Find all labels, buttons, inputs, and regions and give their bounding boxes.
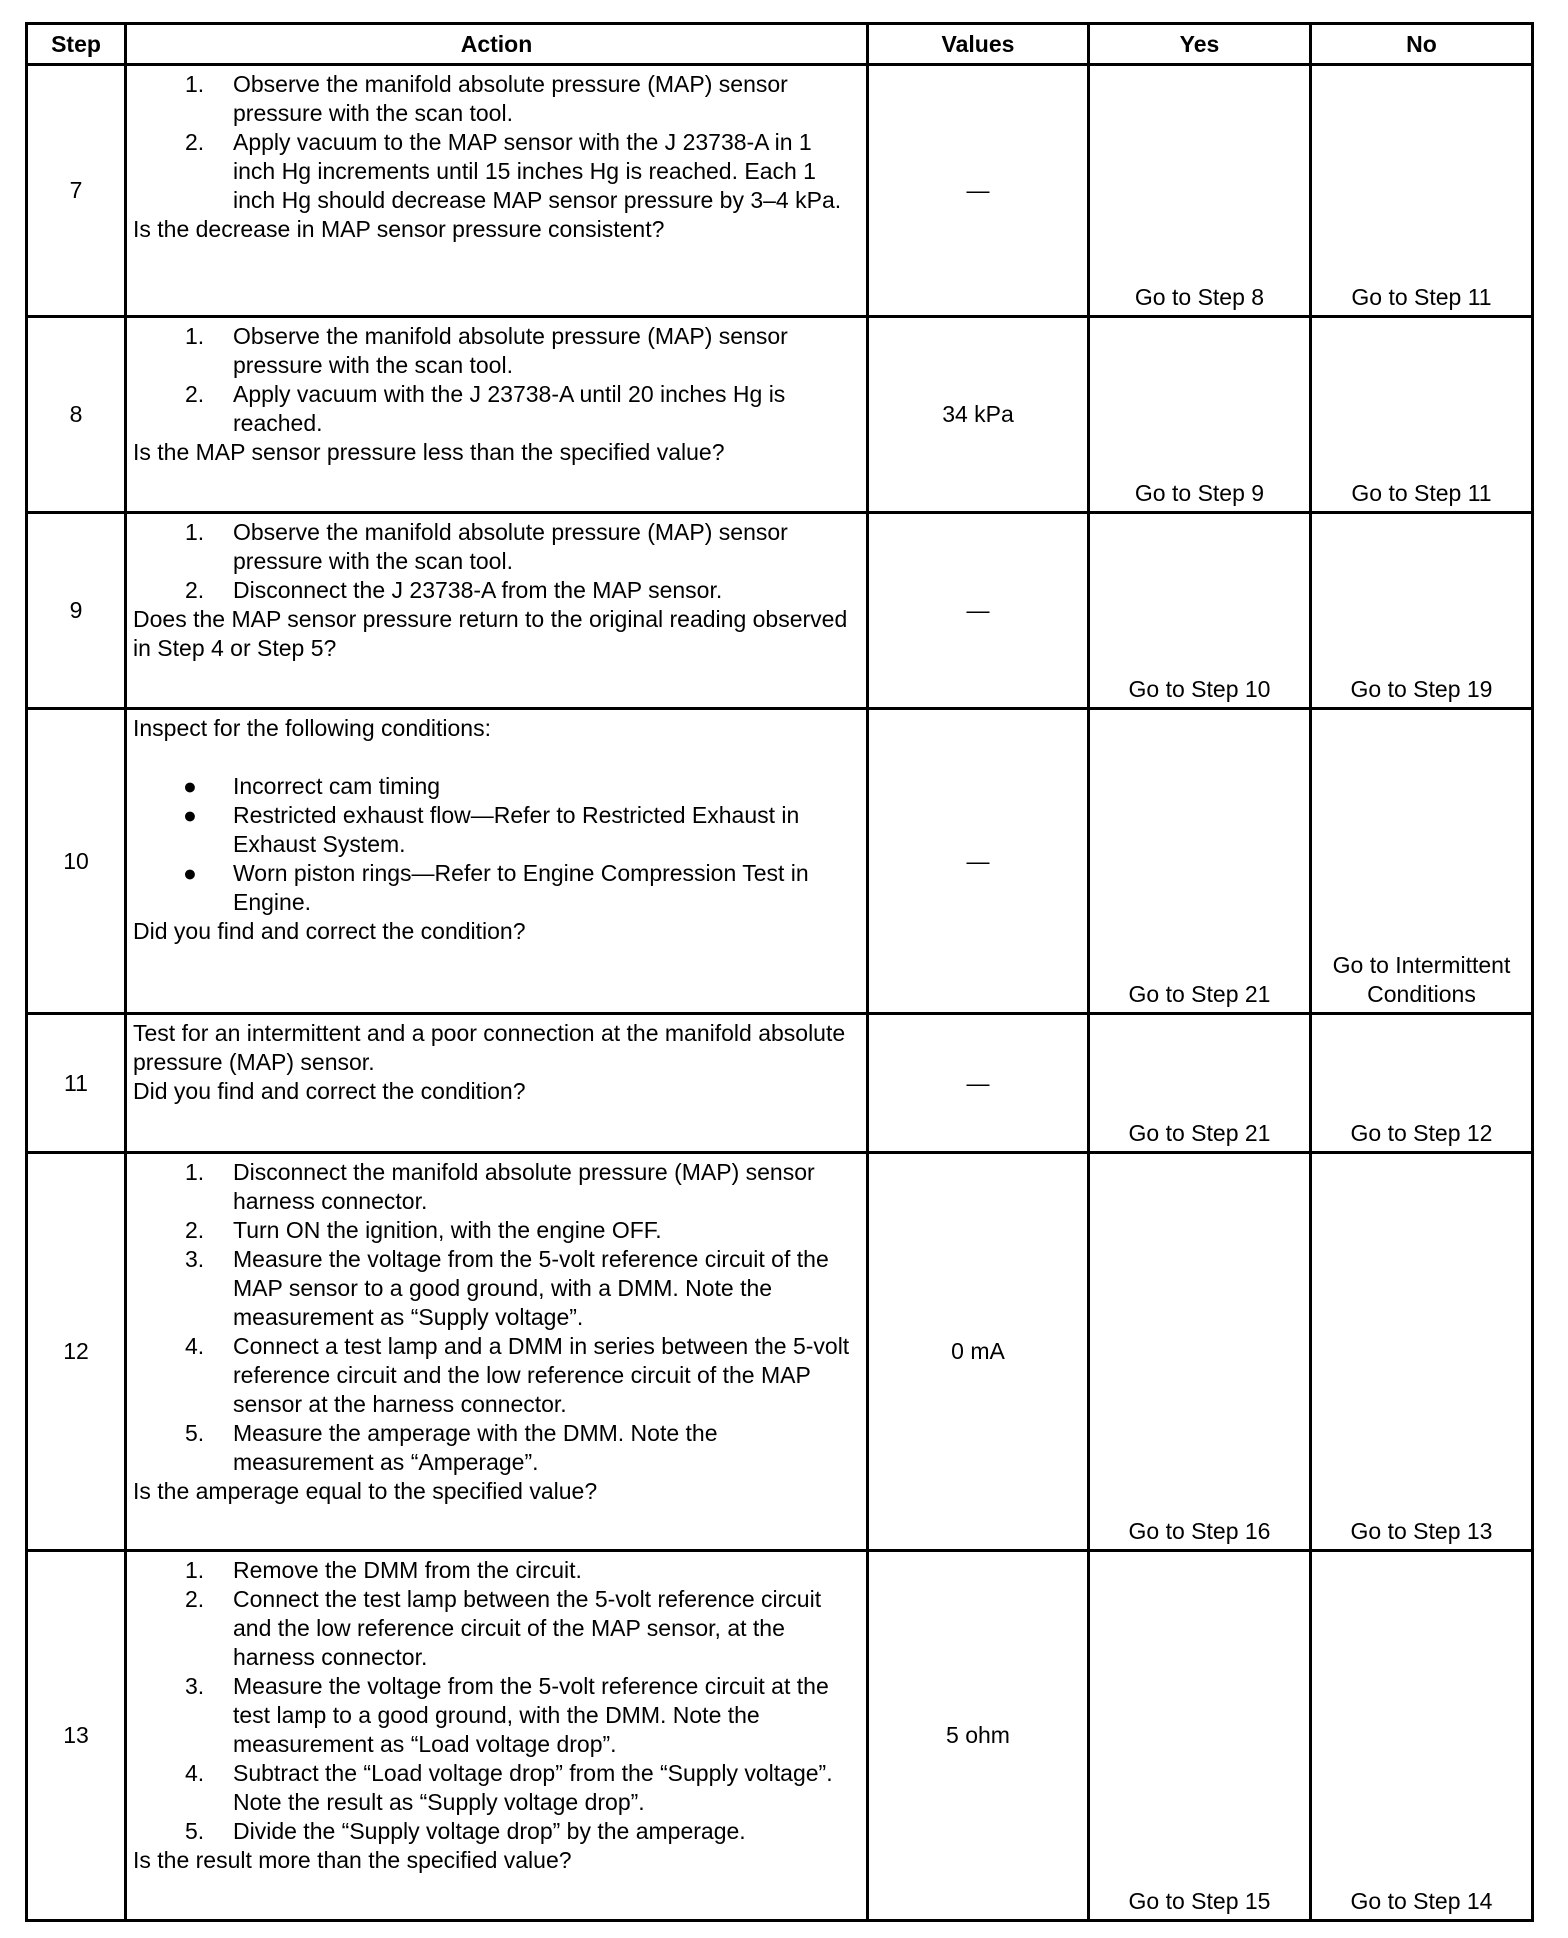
action-cell xyxy=(126,1153,868,1551)
header-action: Action xyxy=(126,24,868,65)
list-item: 2. Apply vacuum to the MAP sensor with the J 23738-A in 1 inch Hg increments until 15 inches Hg is reached. Each 1 inch Hg should decrease MAP sensor pressure by 3–4 kPa. xyxy=(185,129,842,213)
question: Did you find and correct the condition? xyxy=(133,918,526,944)
list-item: ● Restricted exhaust flow—Refer to Restricted Exhaust in Exhaust System. xyxy=(183,802,800,857)
yes-cell: Go to Step 15 xyxy=(1089,1551,1311,1921)
list-item: 4. Subtract the “Load voltage drop” from the “Supply voltage”. Note the result as “Supply voltage drop”. xyxy=(185,1760,833,1815)
list-item: 2. Turn ON the ignition, with the engine OFF. xyxy=(185,1217,662,1243)
no-cell: Go to Step 19 xyxy=(1311,513,1533,709)
list-item: 3. Measure the voltage from the 5-volt reference circuit at the test lamp to a good ground, with the DMM. Note the measurement as “Load voltage drop”. xyxy=(185,1673,829,1757)
value-cell: — xyxy=(868,65,1089,317)
question: Is the MAP sensor pressure less than the specified value? xyxy=(133,439,725,465)
numbered-list xyxy=(133,322,860,438)
yes-cell: Go to Step 21 xyxy=(1089,709,1311,1014)
header-row xyxy=(27,24,1533,65)
value-cell: 5 ohm xyxy=(868,1551,1089,1921)
value-cell: — xyxy=(868,1014,1089,1153)
table-row xyxy=(27,513,1533,709)
yes-cell: Go to Step 21 xyxy=(1089,1014,1311,1153)
numbered-list xyxy=(133,518,860,605)
no-cell: Go to Intermittent Conditions xyxy=(1311,709,1533,1014)
action-cell xyxy=(126,513,868,709)
table-row xyxy=(27,317,1533,513)
action-cell xyxy=(126,317,868,513)
question: Is the result more than the specified value? xyxy=(133,1847,572,1873)
question: Does the MAP sensor pressure return to the original reading observed in Step 4 or Step 5? xyxy=(133,606,848,661)
list-item: ● Incorrect cam timing xyxy=(183,773,441,799)
question: Is the amperage equal to the specified value? xyxy=(133,1478,598,1504)
list-item: 1. Remove the DMM from the circuit. xyxy=(185,1557,582,1583)
table-row xyxy=(27,1153,1533,1551)
no-cell: Go to Step 11 xyxy=(1311,65,1533,317)
numbered-list xyxy=(133,70,860,215)
no-cell: Go to Step 12 xyxy=(1311,1014,1533,1153)
list-item: 1. Observe the manifold absolute pressure (MAP) sensor pressure with the scan tool. xyxy=(185,323,788,378)
table-row xyxy=(27,1014,1533,1153)
list-item: 2. Disconnect the J 23738-A from the MAP sensor. xyxy=(185,577,723,603)
list-item: 2. Apply vacuum with the J 23738-A until 20 inches Hg is reached. xyxy=(185,381,786,436)
list-item: 5. Divide the “Supply voltage drop” by the amperage. xyxy=(185,1818,746,1844)
step-number: 7 xyxy=(27,65,126,317)
step-number: 13 xyxy=(27,1551,126,1921)
value-cell: — xyxy=(868,513,1089,709)
list-item: 1. Disconnect the manifold absolute pressure (MAP) sensor harness connector. xyxy=(185,1159,815,1214)
step-number: 12 xyxy=(27,1153,126,1551)
action-cell xyxy=(126,65,868,317)
yes-cell: Go to Step 16 xyxy=(1089,1153,1311,1551)
table-row xyxy=(27,65,1533,317)
action-cell xyxy=(126,1551,868,1921)
header-step: Step xyxy=(27,24,126,65)
header-values: Values xyxy=(868,24,1089,65)
yes-cell: Go to Step 8 xyxy=(1089,65,1311,317)
value-cell: — xyxy=(868,709,1089,1014)
list-item: ● Worn piston rings—Refer to Engine Compression Test in Engine. xyxy=(183,860,809,915)
list-item: 1. Observe the manifold absolute pressure (MAP) sensor pressure with the scan tool. xyxy=(185,71,788,126)
list-item: 3. Measure the voltage from the 5-volt reference circuit of the MAP sensor to a good ground, with a DMM. Note the measurement as “Supply voltage”. xyxy=(185,1246,829,1330)
step-number: 11 xyxy=(27,1014,126,1153)
intro-text: Inspect for the following conditions: xyxy=(133,715,491,741)
intro-text: Test for an intermittent and a poor connection at the manifold absolute pressure (MAP) sensor. xyxy=(133,1020,846,1075)
question: Is the decrease in MAP sensor pressure consistent? xyxy=(133,216,665,242)
diagnostic-table xyxy=(25,22,1534,1922)
list-item: 5. Measure the amperage with the DMM. Note the measurement as “Amperage”. xyxy=(185,1420,718,1475)
action-cell xyxy=(126,1014,868,1153)
step-number: 10 xyxy=(27,709,126,1014)
list-item: 4. Connect a test lamp and a DMM in series between the 5-volt reference circuit and the low reference circuit of the MAP sensor at the harness connector. xyxy=(185,1333,850,1417)
no-cell: Go to Step 14 xyxy=(1311,1551,1533,1921)
header-yes: Yes xyxy=(1089,24,1311,65)
value-cell: 34 kPa xyxy=(868,317,1089,513)
yes-cell: Go to Step 9 xyxy=(1089,317,1311,513)
numbered-list xyxy=(133,1158,860,1477)
no-cell: Go to Step 13 xyxy=(1311,1153,1533,1551)
table-row xyxy=(27,709,1533,1014)
step-number: 9 xyxy=(27,513,126,709)
no-cell: Go to Step 11 xyxy=(1311,317,1533,513)
bullet-list xyxy=(133,772,860,917)
list-item: 1. Observe the manifold absolute pressure (MAP) sensor pressure with the scan tool. xyxy=(185,519,788,574)
list-item: 2. Connect the test lamp between the 5-volt reference circuit and the low reference circuit of the MAP sensor, at the harness connector. xyxy=(185,1586,822,1670)
action-cell xyxy=(126,709,868,1014)
table-row xyxy=(27,1551,1533,1921)
step-number: 8 xyxy=(27,317,126,513)
header-no: No xyxy=(1311,24,1533,65)
numbered-list xyxy=(133,1556,860,1846)
value-cell: 0 mA xyxy=(868,1153,1089,1551)
yes-cell: Go to Step 10 xyxy=(1089,513,1311,709)
question: Did you find and correct the condition? xyxy=(133,1078,526,1104)
